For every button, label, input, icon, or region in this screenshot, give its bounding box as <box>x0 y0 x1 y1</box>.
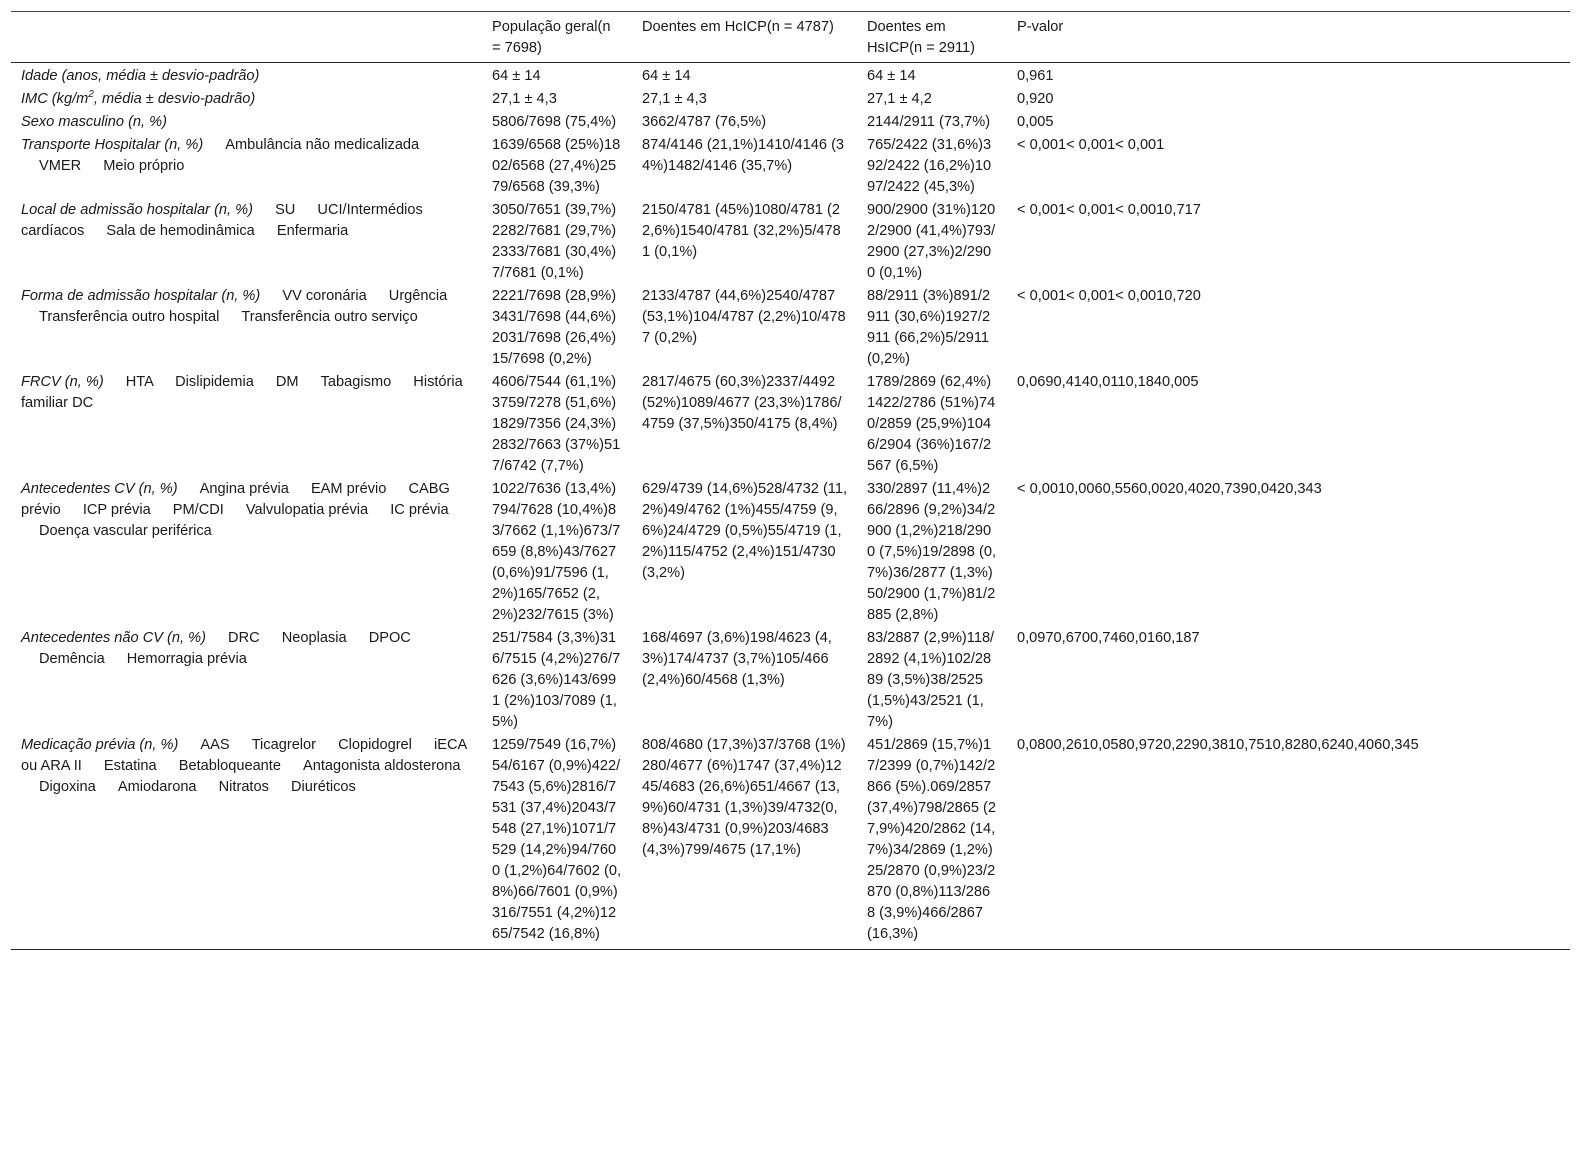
table-row <box>11 285 1570 371</box>
cell-hsicp: 330/2897 (11,4%)266/2896 (9,2%)34/2900 (1,2%)218/2900 (7,5%)19/2898 (0,7%)36/2877 (1,3%)50/2900 (1,7%)81/2885 (2,8%) <box>867 481 996 623</box>
comparison-table <box>11 11 1570 950</box>
cell-hsicp: 2144/2911 (73,7%) <box>867 114 991 130</box>
cell-hsicp: 88/2911 (3%)891/2911 (30,6%)1927/2911 (66,2%)5/2911 (0,2%) <box>867 288 991 367</box>
cell-hcicp: 2150/4781 (45%)1080/4781 (22,6%)1540/4781 (32,2%)5/4781 (0,1%) <box>642 202 841 260</box>
header-populacao-geral: População geral(n = 7698) <box>492 19 611 56</box>
header-doentes-hcicp: Doentes em HcICP(n = 4787) <box>642 19 834 35</box>
cell-populacao-geral: 1259/7549 (16,7%)54/6167 (0,9%)422/7543 (5,6%)2816/7531 (37,4%)2043/7548 (27,1%)1071/7529 (14,2%)94/7600 (1,2%)64/7602 (0,8%)66/7601 (0,9%)316/7551 (4,2%)1265/7542 (16,8%) <box>492 737 621 942</box>
row-label: Antecedentes não CV (n, %) DRC Neoplasia DPOC Demência Hemorragia prévia <box>21 630 411 667</box>
cell-populacao-geral: 5806/7698 (75,4%) <box>492 114 617 130</box>
cell-p-valor: 0,005 <box>1017 114 1054 130</box>
table-row <box>11 111 1570 134</box>
cell-p-valor: 0,920 <box>1017 91 1054 107</box>
cell-p-valor: < 0,001< 0,001< 0,001 <box>1017 137 1165 153</box>
table-row <box>11 478 1570 627</box>
row-label: Transporte Hospitalar (n, %) Ambulância não medicalizada VMER Meio próprio <box>21 137 420 174</box>
header-label-cell <box>11 12 482 63</box>
cell-p-valor: 0,0800,2610,0580,9720,2290,3810,7510,8280,6240,4060,345 <box>1017 737 1419 753</box>
cell-populacao-geral: 1022/7636 (13,4%)794/7628 (10,4%)83/7662 (1,1%)673/7659 (8,8%)43/7627 (0,6%)91/7596 (1,2%)165/7652 (2,2%)232/7615 (3%) <box>492 481 621 623</box>
cell-hcicp: 874/4146 (21,1%)1410/4146 (34%)1482/4146 (35,7%) <box>642 137 845 174</box>
header-doentes-hsicp: Doentes em HsICP(n = 2911) <box>867 19 976 56</box>
cell-p-valor: 0,0970,6700,7460,0160,187 <box>1017 630 1200 646</box>
cell-populacao-geral: 27,1 ± 4,3 <box>492 91 557 107</box>
cell-hcicp: 629/4739 (14,6%)528/4732 (11,2%)49/4762 (1%)455/4759 (9,6%)24/4729 (0,5%)55/4719 (1,2%)115/4752 (2,4%)151/4730 (3,2%) <box>642 481 848 581</box>
table-row <box>11 627 1570 734</box>
cell-populacao-geral: 251/7584 (3,3%)316/7515 (4,2%)276/7626 (3,6%)143/6991 (2%)103/7089 (1,5%) <box>492 630 621 730</box>
cell-hsicp: 83/2887 (2,9%)118/2892 (4,1%)102/2889 (3,5%)38/2525 (1,5%)43/2521 (1,7%) <box>867 630 995 730</box>
cell-populacao-geral: 1639/6568 (25%)1802/6568 (27,4%)2579/6568 (39,3%) <box>492 137 621 195</box>
table-row <box>11 734 1570 950</box>
row-label: Sexo masculino (n, %) <box>21 114 167 130</box>
cell-hcicp: 168/4697 (3,6%)198/4623 (4,3%)174/4737 (3,7%)105/466 (2,4%)60/4568 (1,3%) <box>642 630 832 688</box>
row-label: Local de admissão hospitalar (n, %) SU UCI/Intermédios cardíacos Sala de hemodinâmica Enfermaria <box>21 202 423 239</box>
table-row <box>11 63 1570 89</box>
cell-hsicp: 900/2900 (31%)1202/2900 (41,4%)793/2900 (27,3%)2/2900 (0,1%) <box>867 202 996 281</box>
table-header-row <box>11 12 1570 63</box>
table-row <box>11 88 1570 111</box>
cell-hcicp: 2133/4787 (44,6%)2540/4787 (53,1%)104/4787 (2,2%)10/4787 (0,2%) <box>642 288 846 346</box>
row-label: Antecedentes CV (n, %) Angina prévia EAM prévio CABG prévio ICP prévia PM/CDI Valvulopatia prévia IC prévia Doença vascular periférica <box>21 481 450 539</box>
cell-hsicp: 765/2422 (31,6%)392/2422 (16,2%)1097/2422 (45,3%) <box>867 137 992 195</box>
cell-hcicp: 3662/4787 (76,5%) <box>642 114 767 130</box>
cell-hsicp: 1789/2869 (62,4%)1422/2786 (51%)740/2859 (25,9%)1046/2904 (36%)167/2567 (6,5%) <box>867 374 996 474</box>
cell-hsicp: 64 ± 14 <box>867 68 916 84</box>
cell-hsicp: 451/2869 (15,7%)17/2399 (0,7%)142/2866 (5%).069/2857 (37,4%)798/2865 (27,9%)420/2862 (14,7%)34/2869 (1,2%)25/2870 (0,9%)23/2870 (0,8%)113/2868 (3,9%)466/2867 (16,3%) <box>867 737 996 942</box>
row-label: Medicação prévia (n, %) AAS Ticagrelor Clopidogrel iECA ou ARA II Estatina Betabloqueante Antagonista aldosterona Digoxina Amiodarona Nitratos Diuréticos <box>21 737 467 795</box>
cell-hsicp: 27,1 ± 4,2 <box>867 91 932 107</box>
cell-hcicp: 64 ± 14 <box>642 68 691 84</box>
cell-hcicp: 808/4680 (17,3%)37/3768 (1%)280/4677 (6%)1747 (37,4%)1245/4683 (26,6%)651/4667 (13,9%)60/4731 (1,3%)39/4732(0,8%)43/4731 (0,9%)203/4683 (4,3%)799/4675 (17,1%) <box>642 737 846 858</box>
cell-p-valor: 0,961 <box>1017 68 1054 84</box>
cell-populacao-geral: 4606/7544 (61,1%)3759/7278 (51,6%)1829/7356 (24,3%)2832/7663 (37%)517/6742 (7,7%) <box>492 374 621 474</box>
table-row <box>11 199 1570 285</box>
cell-p-valor: < 0,001< 0,001< 0,0010,720 <box>1017 288 1201 304</box>
table-row <box>11 134 1570 199</box>
row-label: IMC ($kg/m^2$, média ± desvio-padrão) <box>21 89 256 107</box>
cell-hcicp: 27,1 ± 4,3 <box>642 91 707 107</box>
row-label: Forma de admissão hospitalar (n, %) VV coronária Urgência Transferência outro hospital Transferência outro serviço <box>21 288 448 325</box>
cell-p-valor: < 0,001< 0,001< 0,0010,717 <box>1017 202 1201 218</box>
cell-hcicp: 2817/4675 (60,3%)2337/4492 (52%)1089/4677 (23,3%)1786/4759 (37,5%)350/4175 (8,4%) <box>642 374 842 432</box>
row-label: Idade (anos, média ± desvio-padrão) <box>21 68 260 84</box>
cell-populacao-geral: 2221/7698 (28,9%)3431/7698 (44,6%)2031/7698 (26,4%)15/7698 (0,2%) <box>492 288 617 367</box>
cell-populacao-geral: 3050/7651 (39,7%)2282/7681 (29,7%)2333/7681 (30,4%)7/7681 (0,1%) <box>492 202 617 281</box>
cell-populacao-geral: 64 ± 14 <box>492 68 541 84</box>
cell-p-valor: 0,0690,4140,0110,1840,005 <box>1017 374 1199 390</box>
cell-p-valor: < 0,0010,0060,5560,0020,4020,7390,0420,343 <box>1017 481 1322 497</box>
header-p-valor: P-valor <box>1017 19 1064 35</box>
row-label: FRCV (n, %) HTA Dislipidemia DM Tabagismo História familiar DC <box>21 374 463 411</box>
table-row <box>11 371 1570 478</box>
